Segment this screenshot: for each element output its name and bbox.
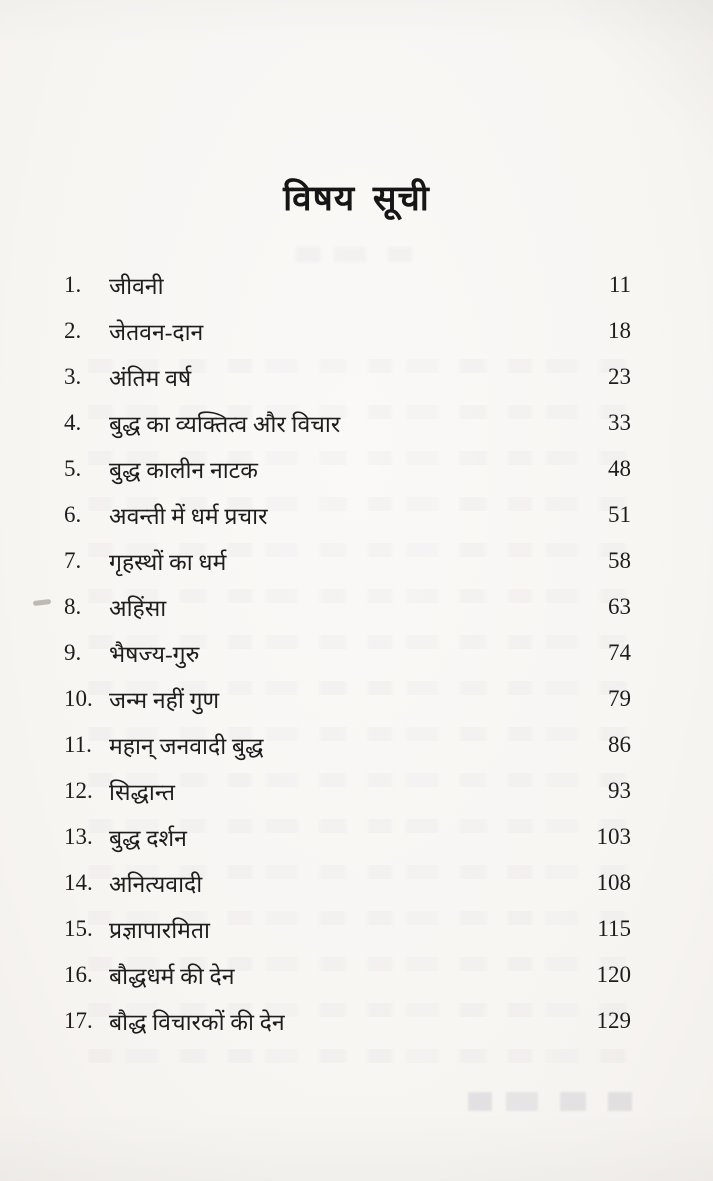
toc-entry-number: 6. (64, 502, 82, 527)
toc-entry (64, 630, 631, 676)
toc-entry-page: 103 (596, 824, 631, 849)
toc-entry (64, 538, 631, 584)
toc-entry-page: 18 (608, 318, 631, 343)
toc-entry-number: 13. (64, 824, 93, 849)
toc-entry-page: 129 (596, 1008, 631, 1033)
toc-entry-page: 58 (608, 548, 631, 573)
toc-entry-number: 15. (64, 916, 93, 941)
toc-entry-title: जन्म नहीं गुण (109, 688, 220, 713)
toc-entry-title: प्रज्ञापारमिता (109, 918, 210, 943)
page-corner-crease (563, 0, 713, 160)
toc-entry-page: 48 (608, 456, 631, 481)
toc-entry-number: 3. (64, 364, 82, 389)
toc-entry-title: जेतवन-दान (109, 320, 204, 345)
table-of-contents (64, 262, 631, 1044)
toc-entry-title: महान् जनवादी बुद्ध (109, 734, 264, 759)
toc-entry (64, 998, 631, 1044)
toc-entry (64, 584, 631, 630)
toc-entry (64, 262, 631, 308)
toc-entry-number: 10. (64, 686, 93, 711)
bleedthrough-footer (468, 1092, 646, 1111)
toc-entry (64, 860, 631, 906)
toc-entry-title: बौद्धधर्म की देन (109, 964, 235, 989)
toc-entry-number: 16. (64, 962, 93, 987)
pencil-mark (33, 599, 51, 606)
toc-entry-page: 23 (608, 364, 631, 389)
toc-entry-number: 8. (64, 594, 82, 619)
toc-entry-page: 51 (608, 502, 631, 527)
toc-entry-page: 108 (596, 870, 631, 895)
toc-entry-title: सिद्धान्त (109, 780, 176, 805)
toc-entry-page: 93 (608, 778, 631, 803)
toc-entry-page: 74 (608, 640, 631, 665)
toc-entry-title: अनित्यवादी (109, 872, 203, 897)
toc-entry (64, 492, 631, 538)
bleedthrough-heading (296, 247, 412, 262)
toc-entry-page: 79 (608, 686, 631, 711)
toc-entry (64, 354, 631, 400)
toc-entry-page: 120 (596, 962, 631, 987)
toc-entry-number: 12. (64, 778, 93, 803)
toc-entry (64, 906, 631, 952)
toc-entry-page: 86 (608, 732, 631, 757)
toc-entry-title: बुद्ध कालीन नाटक (109, 458, 258, 483)
toc-entry (64, 952, 631, 998)
toc-entry (64, 768, 631, 814)
toc-entry-number: 9. (64, 640, 82, 665)
toc-entry-title: अंतिम वर्ष (109, 366, 192, 391)
toc-entry-number: 7. (64, 548, 82, 573)
toc-entry (64, 446, 631, 492)
toc-entry-number: 17. (64, 1008, 93, 1033)
toc-entry-title: अहिंसा (109, 596, 167, 621)
toc-entry-title: बुद्ध का व्यक्तित्व और विचार (109, 412, 341, 437)
toc-entry-page: 115 (597, 916, 631, 941)
toc-entry-number: 4. (64, 410, 82, 435)
toc-entry-page: 63 (608, 594, 631, 619)
toc-entry-title: जीवनी (109, 274, 164, 299)
toc-entry-number: 14. (64, 870, 93, 895)
page-title: विषय सूची (283, 179, 430, 218)
toc-entry-number: 2. (64, 318, 82, 343)
toc-entry-page: 11 (608, 272, 631, 297)
toc-entry-number: 5. (64, 456, 82, 481)
toc-entry-title: भैषज्य-गुरु (109, 642, 200, 667)
toc-entry (64, 814, 631, 860)
toc-entry (64, 308, 631, 354)
toc-entry-page: 33 (608, 410, 631, 435)
toc-entry-title: बौद्ध विचारकों की देन (109, 1010, 285, 1035)
toc-entry (64, 676, 631, 722)
toc-entry-number: 1. (64, 272, 82, 297)
toc-entry-number: 11. (64, 732, 92, 757)
toc-entry-title: गृहस्थों का धर्म (109, 550, 227, 575)
toc-entry (64, 400, 631, 446)
toc-entry-title: बुद्ध दर्शन (109, 826, 187, 851)
toc-entry-title: अवन्ती में धर्म प्रचार (109, 504, 268, 529)
toc-entry (64, 722, 631, 768)
